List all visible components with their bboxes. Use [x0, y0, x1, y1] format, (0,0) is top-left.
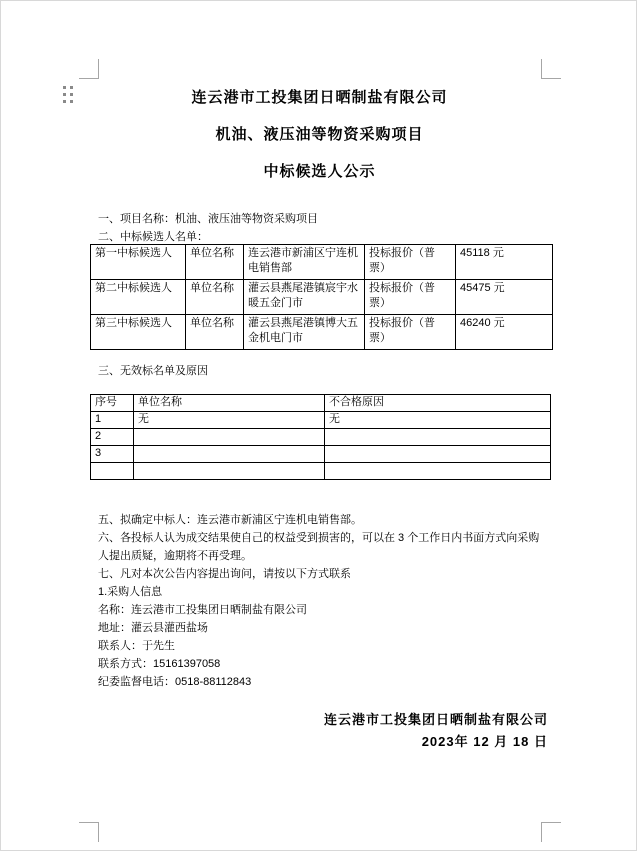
table-header-row	[91, 395, 551, 412]
section-5-6-7	[98, 511, 546, 691]
section-project-name: 一、项目名称：机油、液压油等物资采购项目	[98, 213, 318, 225]
section-objection-notice: 六、各投标人认为成交结果使自己的权益受到损害的，可以在 3 个工作日内书面方式向采购人提出质疑，逾期将不再受理。	[98, 532, 540, 562]
price-label-cell: 投标报价（普票）	[365, 245, 456, 280]
serial-cell	[91, 463, 134, 480]
unit-value-cell: 灌云县燕尾港镇博大五金机电门市	[244, 315, 365, 350]
table-row	[91, 463, 551, 480]
margin-mark-bottom-left	[79, 822, 99, 842]
unit-label-cell: 单位名称	[186, 280, 244, 315]
company-title: 连云港市工投集团日晒制盐有限公司	[191, 89, 448, 106]
unit-name-cell	[134, 429, 325, 446]
price-label-cell: 投标报价（普票）	[365, 280, 456, 315]
serial-cell: 2	[91, 429, 134, 446]
section-proposed-winner: 五、拟确定中标人：连云港市新浦区宁连机电销售部。	[98, 514, 362, 526]
announcement-title: 中标候选人公示	[263, 163, 376, 180]
purchaser-info-heading: 1.采购人信息	[98, 586, 163, 598]
signature-date: 2023年 12 月 18 日	[421, 734, 548, 749]
reason-cell	[325, 446, 551, 463]
candidate-rank-cell: 第三中标候选人	[91, 315, 186, 350]
reason-cell	[325, 463, 551, 480]
section-candidate-list-heading: 二、中标候选人名单：	[98, 231, 208, 243]
unit-label-cell: 单位名称	[186, 315, 244, 350]
unit-value-cell: 灌云县燕尾港镇宸宇水暖五金门市	[244, 280, 365, 315]
supervision-phone: 纪委监督电话：0518-88112843	[98, 676, 252, 688]
candidate-rank-cell: 第一中标候选人	[91, 245, 186, 280]
reason-cell	[325, 429, 551, 446]
unit-label-cell: 单位名称	[186, 245, 244, 280]
margin-mark-bottom-right	[541, 822, 561, 842]
price-value-cell: 45475 元	[456, 280, 553, 315]
invalid-bids-table	[90, 394, 551, 480]
unit-name-cell: 无	[134, 412, 325, 429]
title-block	[98, 88, 541, 199]
candidate-rank-cell: 第二中标候选人	[91, 280, 186, 315]
table-row	[91, 429, 551, 446]
purchaser-name: 名称：连云港市工投集团日晒制盐有限公司	[98, 604, 307, 616]
candidates-table	[90, 244, 553, 350]
signature-block	[98, 709, 548, 753]
margin-mark-top-right	[541, 59, 561, 79]
header-reject-reason: 不合格原因	[325, 395, 551, 412]
purchaser-contact-person: 联系人：于先生	[98, 640, 175, 652]
serial-cell: 1	[91, 412, 134, 429]
header-serial: 序号	[91, 395, 134, 412]
margin-mark-top-left	[79, 59, 99, 79]
header-unit-name: 单位名称	[134, 395, 325, 412]
table-row	[91, 245, 553, 280]
project-title: 机油、液压油等物资采购项目	[215, 126, 424, 143]
signature-company: 连云港市工投集团日晒制盐有限公司	[323, 712, 548, 727]
unit-name-cell	[134, 446, 325, 463]
price-value-cell: 45118 元	[456, 245, 553, 280]
table-row	[91, 412, 551, 429]
price-label-cell: 投标报价（普票）	[365, 315, 456, 350]
table-row	[91, 446, 551, 463]
price-value-cell: 46240 元	[456, 315, 553, 350]
purchaser-phone: 联系方式：15161397058	[98, 658, 221, 670]
grid-dots-handle	[63, 86, 73, 103]
purchaser-address: 地址：灌云县灌西盐场	[98, 622, 208, 634]
section-invalid-bids-heading: 三、无效标名单及原因	[98, 365, 208, 377]
section-contact-notice: 七、凡对本次公告内容提出询问，请按以下方式联系	[98, 568, 351, 580]
table-row	[91, 280, 553, 315]
serial-cell: 3	[91, 446, 134, 463]
section-1-2	[98, 210, 546, 246]
table-row	[91, 315, 553, 350]
unit-value-cell: 连云港市新浦区宁连机电销售部	[244, 245, 365, 280]
unit-name-cell	[134, 463, 325, 480]
reason-cell: 无	[325, 412, 551, 429]
